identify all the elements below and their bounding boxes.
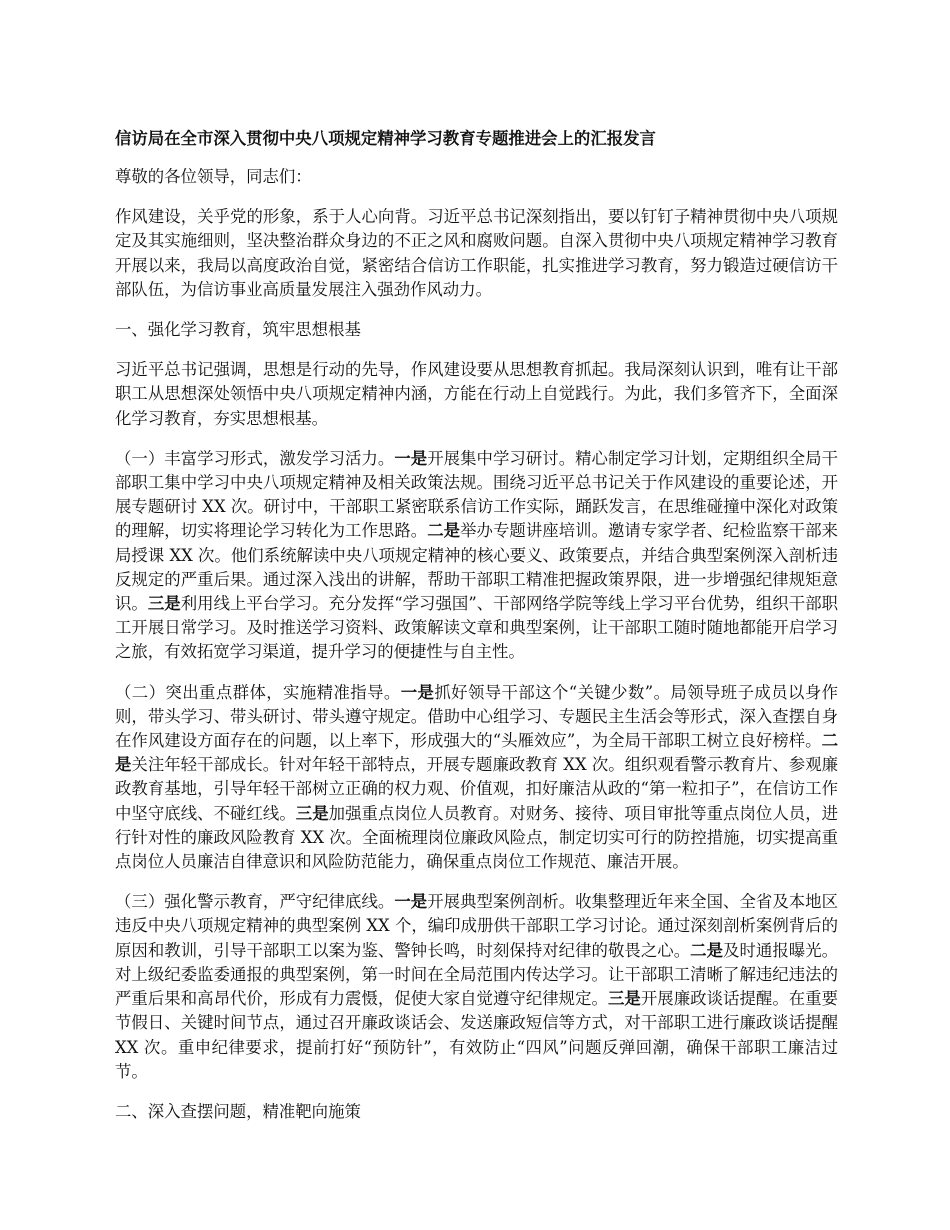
- point-2-marker: 二是: [427, 521, 461, 541]
- subsection-2-paragraph: [115, 681, 838, 875]
- point-3-marker: 三是: [607, 989, 641, 1009]
- point-2-text: 及时通报曝光。对上级纪委监委通报的典型案例，第一时间在全局范围内传达学习。让干部职工清晰了解违纪违法的严重后果和高昂代价，形成有力震慑，促使大家自觉遵守纪律规定。: [115, 940, 839, 1009]
- point-2-text: 关注年轻干部成长。针对年轻干部特点，开展专题廉政教育 XX 次。组织观看警示教育片、参观廉政教育基地，引导年轻干部树立正确的权力观、价值观，扣好廉洁从政的“第一粒扣子”，在信访工作中坚守底线、不碰红线。: [115, 755, 839, 823]
- point-1-text: 开展典型案例剖析。收集整理近年来全国、全省及本地区违反中央八项规定精神的典型案例 XX 个，编印成册供干部职工学习讨论。通过深刻剖析案例背后的原因和教训，引导干部职工以案为鉴、警钟长鸣，时刻保持对纪律的敬畏之心。: [115, 892, 839, 960]
- point-3-text: 加强重点岗位人员教育。对财务、接待、项目审批等重点岗位人员，进行针对性的廉政风险教育 XX 次。全面梳理岗位廉政风险点，制定切实可行的防控措施，切实提高重点岗位人员廉洁自律意识和风险防范能力，确保重点岗位工作规范、廉洁开展。: [115, 803, 839, 872]
- point-3-marker: 三是: [147, 594, 181, 614]
- section-1-intro-paragraph: 习近平总书记强调，思想是行动的先导，作风建设要从思想教育抓起。我局深刻认识到，唯有让干部职工从思想深处领悟中央八项规定精神内涵，方能在行动上自觉践行。为此，我们多管齐下，全面深化学习教育，夯实思想根基。: [115, 360, 838, 428]
- point-1-text: 开展集中学习研讨。精心制定学习计划，定期组织全局干部职工集中学习中央八项规定精神及相关政策法规。围绕习近平总书记关于作风建设的重要论述，开展专题研讨 XX 次。研讨中，干部职工紧密联系信访工作实际，踊跃发言，在思维碰撞中深化对政策的理解，切实将理论学习转化为工作思路。: [115, 448, 839, 541]
- point-2-marker: 二是: [690, 940, 724, 960]
- section-2-heading: 二、深入查摆问题，精准靶向施策: [115, 1101, 361, 1121]
- subsection-1-title: （一）丰富学习形式，激发学习活力。: [115, 448, 395, 468]
- point-2-text: 举办专题讲座培训。邀请专家学者、纪检监察干部来局授课 XX 次。他们系统解读中央八项规定精神的核心要义、政策要点，并结合典型案例深入剖析违反规定的严重后果。通过深入浅出的讲解，帮助干部职工精准把握政策界限，进一步增强纪律规矩意识。: [115, 521, 839, 614]
- point-2-marker: 二是: [115, 731, 838, 775]
- subsection-3-paragraph: [115, 890, 838, 1084]
- point-3-text: 利用线上平台学习。充分发挥“学习强国”、干部网络学院等线上学习平台优势，组织干部职工开展日常学习。及时推送学习资料、政策解读文章和典型案例，让干部职工随时随地都能开启学习之旅，有效拓宽学习渠道，提升学习的便捷性与自主性。: [115, 594, 839, 662]
- subsection-1-paragraph: [115, 447, 838, 665]
- point-3-text: 开展廉政谈话提醒。在重要节假日、关键时间节点，通过召开廉政谈话会、发送廉政短信等方式，对干部职工进行廉政谈话提醒 XX 次。重申纪律要求，提前打好“预防针”，有效防止“四风”问题反弹回潮，确保干部职工廉洁过节。: [115, 989, 839, 1081]
- point-3-marker: 三是: [295, 803, 329, 823]
- intro-paragraph: 作风建设，关乎党的形象，系于人心向背。习近平总书记深刻指出，要以钉钉子精神贯彻中央八项规定及其实施细则，坚决整治群众身边的不正之风和腐败问题。自深入贯彻中央八项规定精神学习教育开展以来，我局以高度政治自觉，紧密结合信访工作职能，扎实推进学习教育，努力锻造过硬信访干部队伍，为信访事业高质量发展注入强劲作风动力。: [115, 207, 838, 299]
- point-1-text: 抓好领导干部这个“关键少数”。局领导班子成员以身作则，带头学习、带头研讨、带头遵守规定。借助中心组学习、专题民主生活会等形式，深入查摆自身在作风建设方面存在的问题，以上率下，形成强大的“头雁效应”，为全局干部职工树立良好榜样。: [115, 682, 839, 751]
- point-1-marker: 一是: [400, 682, 435, 702]
- point-1-marker: 一是: [394, 892, 428, 912]
- salutation: 尊敬的各位领导，同志们：: [115, 167, 312, 186]
- point-1-marker: 一是: [394, 448, 428, 468]
- subsection-3-title: （三）强化警示教育，严守纪律底线。: [115, 892, 395, 912]
- section-1-heading: 一、强化学习教育，筑牢思想根基: [115, 320, 361, 340]
- document-title: 信访局在全市深入贯彻中央八项规定精神学习教育专题推进会上的汇报发言: [115, 129, 656, 148]
- subsection-2-title: （二）突出重点群体，实施精准指导。: [115, 682, 401, 702]
